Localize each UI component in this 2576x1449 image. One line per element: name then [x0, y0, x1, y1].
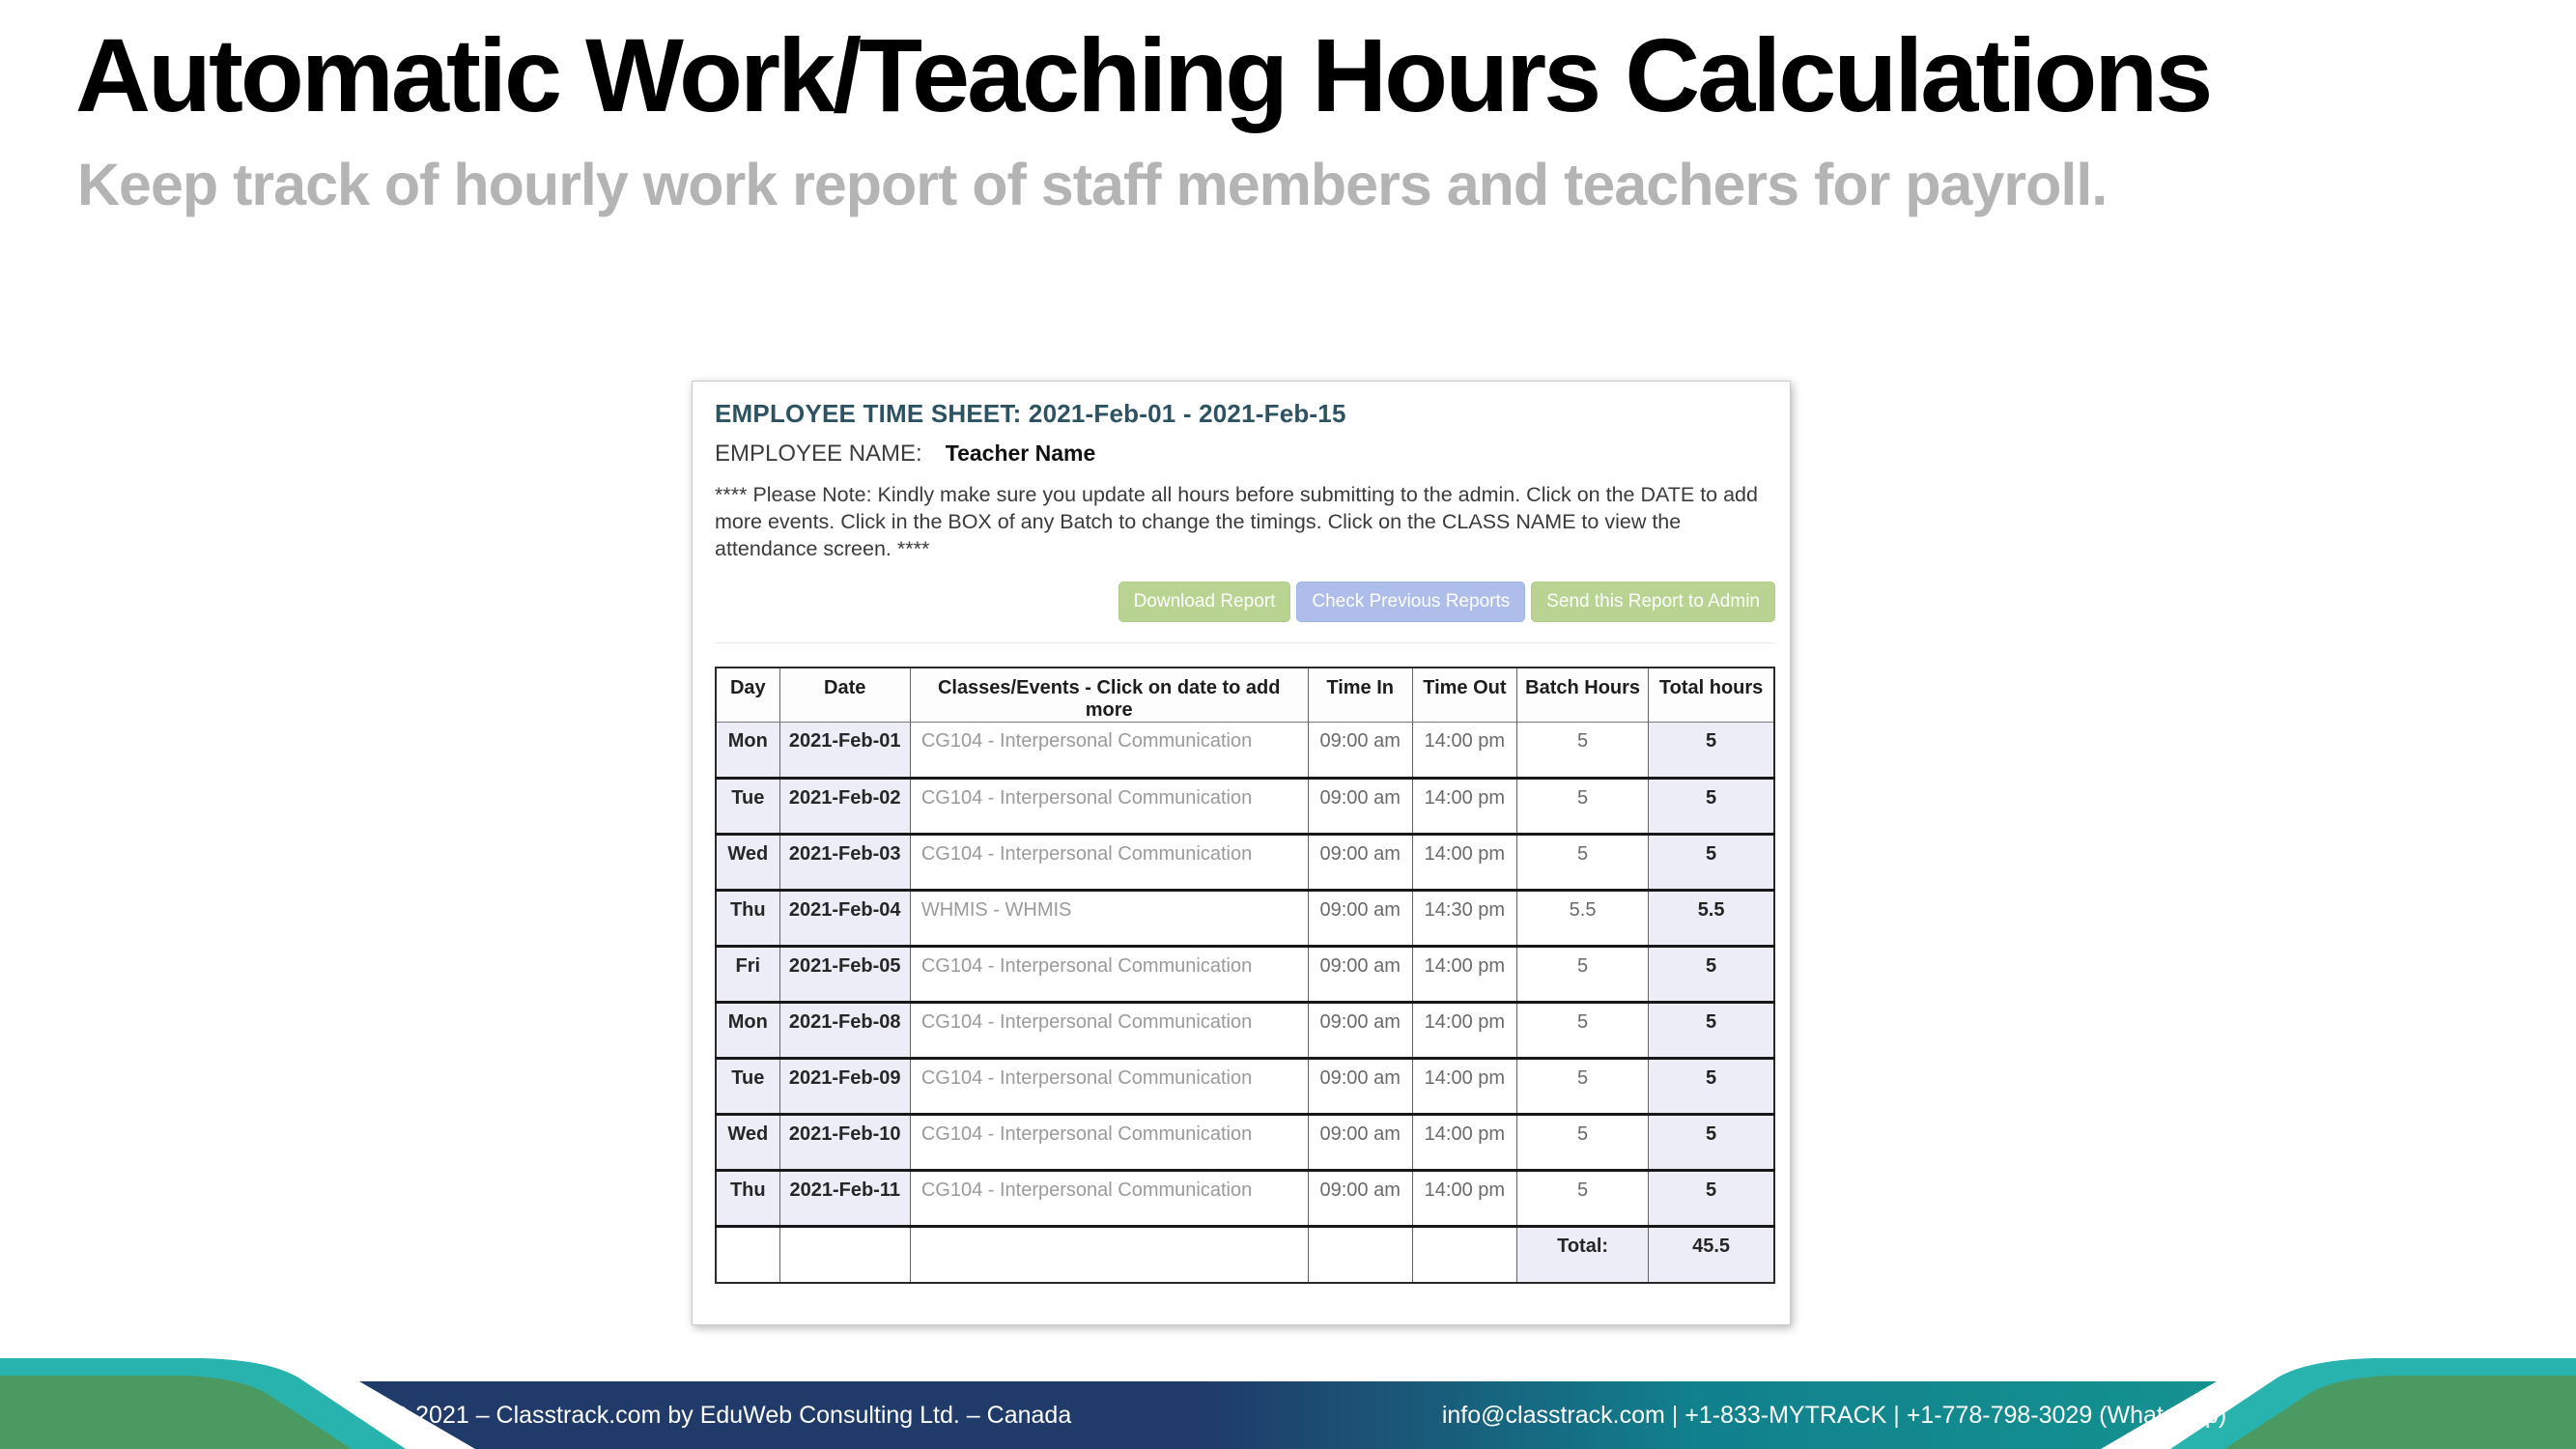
cell-timeout: 14:00 pm [1412, 1171, 1516, 1227]
col-header-class: Classes/Events - Click on date to add more [910, 668, 1308, 723]
cell-empty [910, 1227, 1308, 1283]
cell-class[interactable]: CG104 - Interpersonal Communication [910, 779, 1308, 835]
cell-class[interactable]: CG104 - Interpersonal Communication [910, 1115, 1308, 1171]
download-report-button[interactable]: Download Report [1118, 582, 1291, 622]
cell-date[interactable]: 2021-Feb-03 [779, 835, 910, 891]
cell-date[interactable]: 2021-Feb-05 [779, 947, 910, 1003]
cell-timeout: 14:00 pm [1412, 1003, 1516, 1059]
table-row [716, 1171, 1774, 1227]
employee-name-value: Teacher Name [945, 440, 1096, 466]
page-title: Automatic Work/Teaching Hours Calculations [75, 16, 2211, 133]
cell-timeout: 14:00 pm [1412, 723, 1516, 779]
cell-timein: 09:00 am [1308, 891, 1412, 947]
cell-batch[interactable]: 5 [1516, 779, 1648, 835]
check-previous-reports-button[interactable]: Check Previous Reports [1296, 582, 1525, 622]
cell-class[interactable]: CG104 - Interpersonal Communication [910, 1059, 1308, 1115]
cell-class[interactable]: CG104 - Interpersonal Communication [910, 835, 1308, 891]
cell-timein: 09:00 am [1308, 779, 1412, 835]
employee-name-row [715, 440, 1775, 468]
cell-timeout: 14:00 pm [1412, 1115, 1516, 1171]
footer-copyright: © 2021 – Classtrack.com by EduWeb Consulting Ltd. – Canada [390, 1402, 1072, 1429]
col-header-batch: Batch Hours [1516, 668, 1648, 723]
table-row [716, 1003, 1774, 1059]
cell-total: 5 [1649, 947, 1774, 1003]
cell-timeout: 14:00 pm [1412, 835, 1516, 891]
cell-date[interactable]: 2021-Feb-04 [779, 891, 910, 947]
cell-date[interactable]: 2021-Feb-08 [779, 1003, 910, 1059]
cell-day: Tue [716, 779, 779, 835]
cell-day: Thu [716, 891, 779, 947]
cell-total: 5 [1649, 1059, 1774, 1115]
cell-total: 5 [1649, 779, 1774, 835]
col-header-total: Total hours [1649, 668, 1774, 723]
note-text: **** Please Note: Kindly make sure you update all hours before submitting to the admin. Click on the DATE to add more events. Click in the BOX of any Batch to change the timings. Click on the CLASS NAME to view the attendance screen. **** [715, 483, 1758, 560]
cell-timein: 09:00 am [1308, 947, 1412, 1003]
section-divider [715, 642, 1775, 643]
cell-day: Tue [716, 1059, 779, 1115]
cell-day: Mon [716, 723, 779, 779]
report-actions [715, 582, 1775, 622]
cell-empty [1412, 1227, 1516, 1283]
cell-date[interactable]: 2021-Feb-09 [779, 1059, 910, 1115]
cell-date[interactable]: 2021-Feb-11 [779, 1171, 910, 1227]
send-report-to-admin-button[interactable]: Send this Report to Admin [1531, 582, 1775, 622]
cell-timeout: 14:00 pm [1412, 947, 1516, 1003]
cell-date[interactable]: 2021-Feb-02 [779, 779, 910, 835]
cell-day: Wed [716, 1115, 779, 1171]
cell-total: 5 [1649, 1003, 1774, 1059]
table-header-row [716, 668, 1774, 723]
employee-name-label: EMPLOYEE NAME: [715, 440, 922, 467]
cell-class[interactable]: CG104 - Interpersonal Communication [910, 1003, 1308, 1059]
cell-total: 5 [1649, 723, 1774, 779]
cell-day: Fri [716, 947, 779, 1003]
cell-timeout: 14:00 pm [1412, 779, 1516, 835]
cell-timein: 09:00 am [1308, 1171, 1412, 1227]
cell-date[interactable]: 2021-Feb-10 [779, 1115, 910, 1171]
cell-total: 5 [1649, 1115, 1774, 1171]
timesheet-heading: EMPLOYEE TIME SHEET: 2021-Feb-01 - 2021-Feb-15 [715, 399, 1346, 428]
table-row [716, 779, 1774, 835]
cell-batch[interactable]: 5 [1516, 1171, 1648, 1227]
cell-batch[interactable]: 5 [1516, 1003, 1648, 1059]
cell-timein: 09:00 am [1308, 1059, 1412, 1115]
cell-timein: 09:00 am [1308, 1003, 1412, 1059]
footer-contact: info@classtrack.com | +1-833-MYTRACK | +1-778-798-3029 (WhatsApp) [1441, 1402, 2227, 1429]
table-row [716, 1059, 1774, 1115]
cell-batch[interactable]: 5 [1516, 723, 1648, 779]
cell-batch[interactable]: 5 [1516, 947, 1648, 1003]
cell-timein: 09:00 am [1308, 1115, 1412, 1171]
col-header-date: Date [779, 668, 910, 723]
cell-batch[interactable]: 5 [1516, 1115, 1648, 1171]
cell-timein: 09:00 am [1308, 723, 1412, 779]
timesheet-table [715, 667, 1775, 1284]
timesheet-card [692, 381, 1791, 1325]
cell-batch[interactable]: 5 [1516, 835, 1648, 891]
cell-class[interactable]: CG104 - Interpersonal Communication [910, 947, 1308, 1003]
page-subtitle: Keep track of hourly work report of staff members and teachers for payroll. [77, 152, 2108, 217]
total-value: 45.5 [1649, 1227, 1774, 1283]
cell-day: Wed [716, 835, 779, 891]
cell-day: Thu [716, 1171, 779, 1227]
table-row [716, 723, 1774, 779]
total-label: Total: [1516, 1227, 1648, 1283]
cell-total: 5 [1649, 1171, 1774, 1227]
col-header-day: Day [716, 668, 779, 723]
cell-total: 5.5 [1649, 891, 1774, 947]
cell-batch[interactable]: 5 [1516, 1059, 1648, 1115]
table-row [716, 947, 1774, 1003]
cell-class[interactable]: CG104 - Interpersonal Communication [910, 723, 1308, 779]
cell-empty [779, 1227, 910, 1283]
cell-total: 5 [1649, 835, 1774, 891]
col-header-timein: Time In [1308, 668, 1412, 723]
cell-timeout: 14:30 pm [1412, 891, 1516, 947]
cell-timeout: 14:00 pm [1412, 1059, 1516, 1115]
cell-date[interactable]: 2021-Feb-01 [779, 723, 910, 779]
cell-empty [716, 1227, 779, 1283]
footer-decoration [0, 1341, 2576, 1449]
table-row [716, 891, 1774, 947]
table-row [716, 835, 1774, 891]
cell-empty [1308, 1227, 1412, 1283]
cell-batch[interactable]: 5.5 [1516, 891, 1648, 947]
cell-day: Mon [716, 1003, 779, 1059]
col-header-timeout: Time Out [1412, 668, 1516, 723]
cell-class[interactable]: CG104 - Interpersonal Communication [910, 1171, 1308, 1227]
table-row [716, 1115, 1774, 1171]
total-row [716, 1227, 1774, 1283]
cell-class[interactable]: WHMIS - WHMIS [910, 891, 1308, 947]
cell-timein: 09:00 am [1308, 835, 1412, 891]
